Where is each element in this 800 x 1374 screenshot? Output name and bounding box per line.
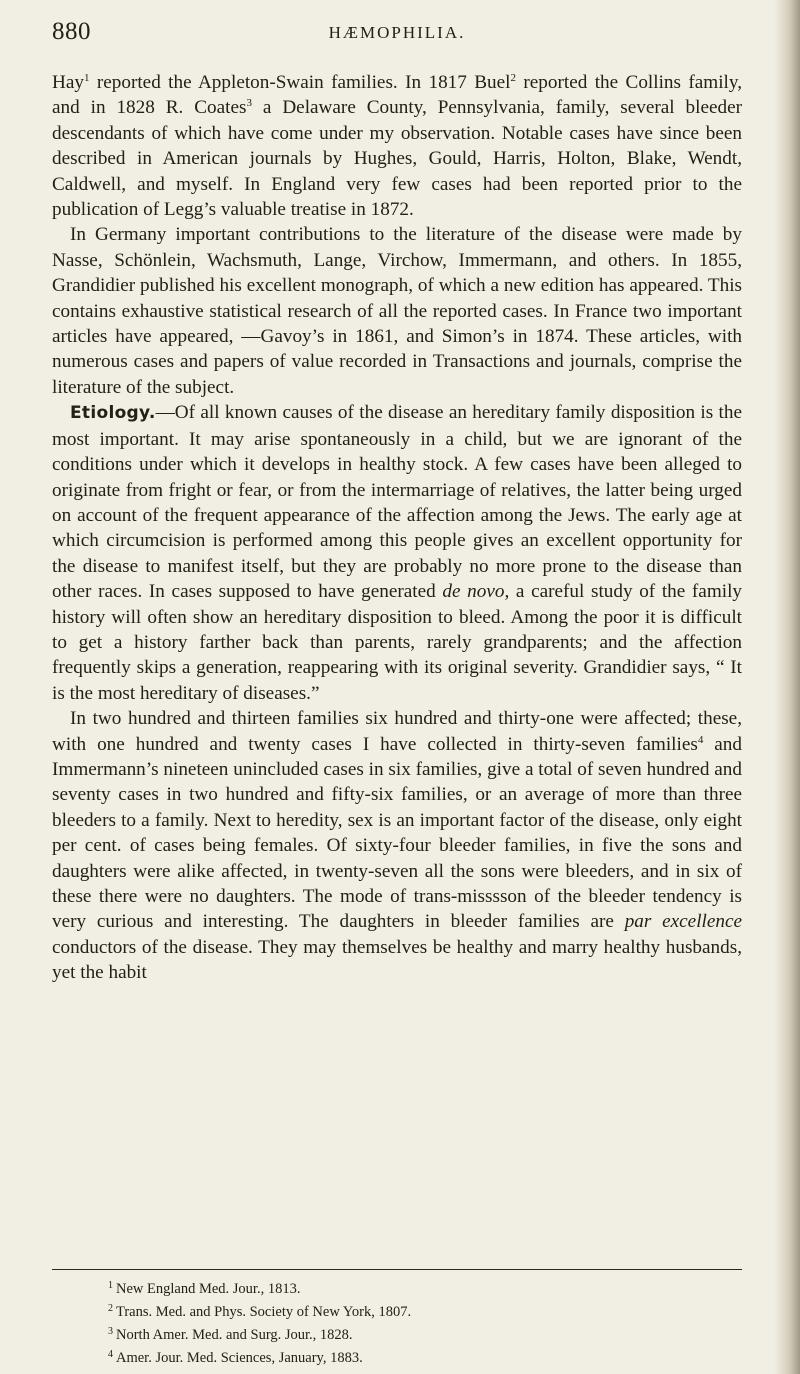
paragraph-2: In Germany important contributions to the literature of the disease were made by Nasse, Schönlein, Wachsmuth, Lange, Virchow, Immermann, and others. In 1855, Grandidier published his excellent monograph, of which a new edition has appeared. This contains exhaustive statistical research of all the reported cases. In France two important articles have appeared, —Gavoy’s in 1861, and Simon’s in 1874. These articles, with numerous cases and papers of value recorded in Transactions and journals, comprise the literature of the subject. xyxy=(52,224,742,398)
page-number: 880 xyxy=(52,18,91,45)
running-head: HÆMOPHILIA. xyxy=(328,23,466,42)
footnote: $^4$ Amer. Jour. Med. Sciences, January, 1883. xyxy=(108,1349,363,1366)
paragraph-4: In two hundred and thirteen families six hundred and thirty-one were affected; these, with one hundred and twenty cases I have collected in thirty-seven families$^4$ and Immermann’s nineteen unincluded cases in six families, give a total of seven hundred and seventy cases in two hundred and fifty-six families, or an average of more than three bleeders to a family. Next to heredity, sex is an important factor of the disease, only eight per cent. of cases being females. Of sixty-four bleeder families, in five the sons and daughters were alike affected, in twenty-seven all the sons were bleeders, and in six of these there were no daughters. The mode of trans-misssson of the bleeder tendency is very curious and interesting. The daughters in bleeder families are par excellence conductors of the disease. They may themselves be healthy and marry healthy husbands, yet the habit xyxy=(52,708,743,984)
section-heading-etiology: Etiology. xyxy=(70,403,156,424)
footnotes xyxy=(108,1276,748,1368)
footnote: $^2$ Trans. Med. and Phys. Society of New York, 1807. xyxy=(108,1303,412,1320)
page-edge-shadow xyxy=(774,0,800,1374)
paragraph-1: Hay$^1$ reported the Appleton-Swain families. In 1817 Buel$^2$ reported the Collins family, and in 1828 R. Coates$^3$ a Delaware County, Pennsylvania, family, several bleeder descendants of which have come under my observation. Notable cases have since been described in American journals by Hughes, Gould, Harris, Holton, Blake, Wendt, Caldwell, and myself. In England very few cases had been reported prior to the publication of Legg’s valuable treatise in 1872. xyxy=(52,72,742,221)
footnote: $^3$ North Amer. Med. and Surg. Jour., 1828. xyxy=(108,1326,353,1343)
footnote-divider xyxy=(52,1269,742,1270)
body-text xyxy=(52,70,742,986)
page-header xyxy=(52,18,742,48)
footnote: $^1$ New England Med. Jour., 1813. xyxy=(108,1280,301,1297)
paragraph-etiology: Etiology.—Of all known causes of the disease an hereditary family disposition is the most important. It may arise spontaneously in a child, but we are ignorant of the conditions under which it develops in healthy stock. A few cases have been alleged to originate from fright or fear, or from the intermarriage of relatives, the latter being urged on account of the frequent appearance of the affection among the Jews. The early age at which circumcision is performed among this people gives an excellent opportunity for the disease to manifest itself, but they are probably no more prone to the disease than other races. In cases supposed to have generated de novo, a careful study of the family history will often show an hereditary disposition to bleed. Among the poor it is difficult to get a history farther back than parents, rarely grandparents; and the affection frequently skips a generation, reappearing with its original severity. Grandidier says, “ It is the most hereditary of diseases.” xyxy=(52,402,742,704)
